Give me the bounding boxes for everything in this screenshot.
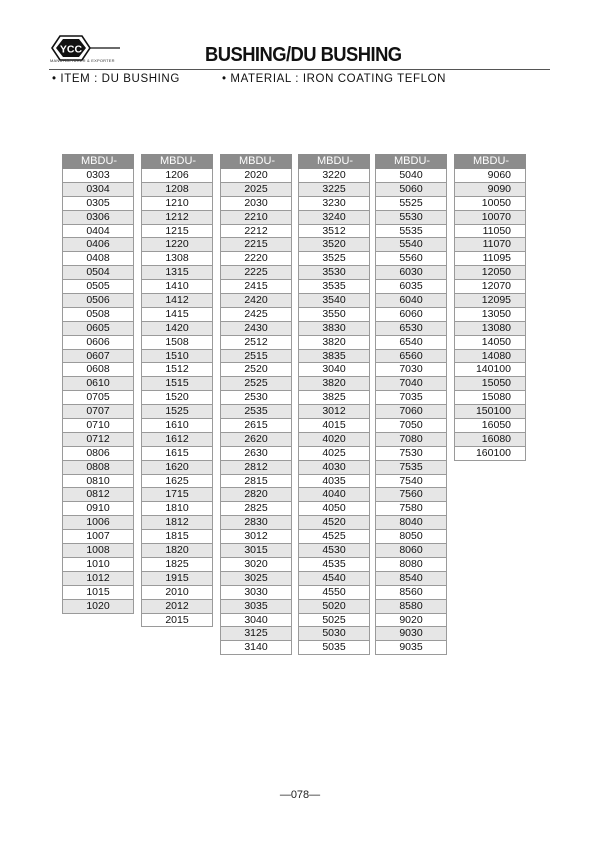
table-cell: 9035 bbox=[375, 641, 447, 655]
table-cell: 2825 bbox=[220, 502, 292, 516]
table-cell: 16080 bbox=[454, 433, 526, 447]
item-label: • ITEM : DU BUSHING bbox=[52, 73, 180, 85]
table-cell: 3012 bbox=[220, 530, 292, 544]
table-cell: 7540 bbox=[375, 475, 447, 489]
table-cell: 5525 bbox=[375, 197, 447, 211]
table-cell: 0607 bbox=[62, 350, 134, 364]
table-cell: 4015 bbox=[298, 419, 370, 433]
table-cell: 6530 bbox=[375, 322, 447, 336]
table-cell: 3820 bbox=[298, 336, 370, 350]
table-cell: 3520 bbox=[298, 238, 370, 252]
table-cell: 4530 bbox=[298, 544, 370, 558]
table-cell: 0712 bbox=[62, 433, 134, 447]
table-cell: 0707 bbox=[62, 405, 134, 419]
table-cell: 9030 bbox=[375, 627, 447, 641]
table-cell: 4050 bbox=[298, 502, 370, 516]
table-cell: 0306 bbox=[62, 211, 134, 225]
table-cell: 2212 bbox=[220, 225, 292, 239]
table-cell: 13050 bbox=[454, 308, 526, 322]
table-cell: 2020 bbox=[220, 169, 292, 183]
table-cell: 3040 bbox=[298, 363, 370, 377]
table-cell: 1625 bbox=[141, 475, 213, 489]
table-cell: 2812 bbox=[220, 461, 292, 475]
table-cell: 0303 bbox=[62, 169, 134, 183]
table-cell: 0705 bbox=[62, 391, 134, 405]
table-cell: 7560 bbox=[375, 488, 447, 502]
table-cell: 5025 bbox=[298, 614, 370, 628]
column-header: MBDU- bbox=[62, 154, 134, 169]
table-cell: 1410 bbox=[141, 280, 213, 294]
table-cell: 2815 bbox=[220, 475, 292, 489]
table-cell: 0606 bbox=[62, 336, 134, 350]
table-cell: 2012 bbox=[141, 600, 213, 614]
column-header: MBDU- bbox=[141, 154, 213, 169]
table-cell: 10050 bbox=[454, 197, 526, 211]
table-cell: 0504 bbox=[62, 266, 134, 280]
table-cell: 1812 bbox=[141, 516, 213, 530]
table-cell: 0304 bbox=[62, 183, 134, 197]
table-cell: 1220 bbox=[141, 238, 213, 252]
table-cell: 4020 bbox=[298, 433, 370, 447]
table-cell: 3140 bbox=[220, 641, 292, 655]
page-title: BUSHING/DU BUSHING bbox=[205, 44, 402, 66]
table-cell: 2515 bbox=[220, 350, 292, 364]
table-cell: 4025 bbox=[298, 447, 370, 461]
table-cell: 0505 bbox=[62, 280, 134, 294]
table-cell: 2415 bbox=[220, 280, 292, 294]
table-cell: 8060 bbox=[375, 544, 447, 558]
table-cell: 1412 bbox=[141, 294, 213, 308]
table-cell: 1208 bbox=[141, 183, 213, 197]
table-column-2 bbox=[141, 154, 213, 627]
table-cell: 3512 bbox=[298, 225, 370, 239]
table-cell: 10070 bbox=[454, 211, 526, 225]
table-cell: 140100 bbox=[454, 363, 526, 377]
table-cell: 5540 bbox=[375, 238, 447, 252]
table-cell: 2830 bbox=[220, 516, 292, 530]
table-cell: 4550 bbox=[298, 586, 370, 600]
table-cell: 2025 bbox=[220, 183, 292, 197]
table-cell: 2215 bbox=[220, 238, 292, 252]
table-cell: 3830 bbox=[298, 322, 370, 336]
page-number: —078— bbox=[279, 789, 321, 801]
table-cell: 12050 bbox=[454, 266, 526, 280]
table-cell: 4035 bbox=[298, 475, 370, 489]
table-cell: 1212 bbox=[141, 211, 213, 225]
table-cell: 2225 bbox=[220, 266, 292, 280]
table-cell: 8050 bbox=[375, 530, 447, 544]
table-cell: 1620 bbox=[141, 461, 213, 475]
table-cell: 6560 bbox=[375, 350, 447, 364]
table-cell: 14080 bbox=[454, 350, 526, 364]
table-cell: 1206 bbox=[141, 169, 213, 183]
table-cell: 0408 bbox=[62, 252, 134, 266]
table-cell: 7040 bbox=[375, 377, 447, 391]
table-cell: 1825 bbox=[141, 558, 213, 572]
column-header: MBDU- bbox=[220, 154, 292, 169]
table-cell: 13080 bbox=[454, 322, 526, 336]
table-cell: 2820 bbox=[220, 488, 292, 502]
table-cell: 3125 bbox=[220, 627, 292, 641]
table-cell: 3540 bbox=[298, 294, 370, 308]
table-cell: 160100 bbox=[454, 447, 526, 461]
table-cell: 1512 bbox=[141, 363, 213, 377]
table-cell: 0605 bbox=[62, 322, 134, 336]
table-cell: 2430 bbox=[220, 322, 292, 336]
table-cell: 1612 bbox=[141, 433, 213, 447]
table-cell: 1820 bbox=[141, 544, 213, 558]
table-cell: 3220 bbox=[298, 169, 370, 183]
table-cell: 0910 bbox=[62, 502, 134, 516]
table-cell: 1008 bbox=[62, 544, 134, 558]
table-cell: 11095 bbox=[454, 252, 526, 266]
table-cell: 7530 bbox=[375, 447, 447, 461]
table-cell: 15050 bbox=[454, 377, 526, 391]
table-cell: 3015 bbox=[220, 544, 292, 558]
column-header: MBDU- bbox=[375, 154, 447, 169]
table-cell: 0808 bbox=[62, 461, 134, 475]
table-cell: 1815 bbox=[141, 530, 213, 544]
table-cell: 2630 bbox=[220, 447, 292, 461]
table-cell: 8540 bbox=[375, 572, 447, 586]
table-cell: 4535 bbox=[298, 558, 370, 572]
table-cell: 15080 bbox=[454, 391, 526, 405]
table-cell: 5560 bbox=[375, 252, 447, 266]
table-cell: 2530 bbox=[220, 391, 292, 405]
header-divider bbox=[49, 69, 550, 70]
table-cell: 0608 bbox=[62, 363, 134, 377]
table-cell: 2615 bbox=[220, 419, 292, 433]
table-cell: 9020 bbox=[375, 614, 447, 628]
table-cell: 3225 bbox=[298, 183, 370, 197]
logo-subtitle: MANUFACTURER & EXPORTER bbox=[50, 58, 115, 63]
table-cell: 4030 bbox=[298, 461, 370, 475]
table-cell: 0506 bbox=[62, 294, 134, 308]
svg-text:YCC: YCC bbox=[59, 43, 83, 56]
table-cell: 6060 bbox=[375, 308, 447, 322]
table-cell: 3230 bbox=[298, 197, 370, 211]
table-cell: 3825 bbox=[298, 391, 370, 405]
table-cell: 1810 bbox=[141, 502, 213, 516]
table-cell: 3820 bbox=[298, 377, 370, 391]
table-cell: 1006 bbox=[62, 516, 134, 530]
table-cell: 3525 bbox=[298, 252, 370, 266]
table-cell: 5530 bbox=[375, 211, 447, 225]
table-cell: 1010 bbox=[62, 558, 134, 572]
table-cell: 0710 bbox=[62, 419, 134, 433]
table-cell: 3550 bbox=[298, 308, 370, 322]
table-cell: 0406 bbox=[62, 238, 134, 252]
table-cell: 8560 bbox=[375, 586, 447, 600]
table-cell: 3240 bbox=[298, 211, 370, 225]
table-cell: 3030 bbox=[220, 586, 292, 600]
table-cell: 1515 bbox=[141, 377, 213, 391]
table-cell: 16050 bbox=[454, 419, 526, 433]
table-cell: 1615 bbox=[141, 447, 213, 461]
table-cell: 5030 bbox=[298, 627, 370, 641]
table-column-3 bbox=[220, 154, 292, 655]
table-cell: 4540 bbox=[298, 572, 370, 586]
table-cell: 2015 bbox=[141, 614, 213, 628]
table-cell: 0508 bbox=[62, 308, 134, 322]
table-cell: 1012 bbox=[62, 572, 134, 586]
table-cell: 7080 bbox=[375, 433, 447, 447]
table-cell: 3020 bbox=[220, 558, 292, 572]
material-label: • MATERIAL : IRON COATING TEFLON bbox=[222, 73, 447, 85]
table-cell: 1520 bbox=[141, 391, 213, 405]
table-cell: 3025 bbox=[220, 572, 292, 586]
table-cell: 3035 bbox=[220, 600, 292, 614]
table-cell: 5020 bbox=[298, 600, 370, 614]
table-cell: 3040 bbox=[220, 614, 292, 628]
table-cell: 6040 bbox=[375, 294, 447, 308]
table-cell: 2210 bbox=[220, 211, 292, 225]
table-cell: 5060 bbox=[375, 183, 447, 197]
table-column-6 bbox=[454, 154, 526, 461]
table-cell: 5035 bbox=[298, 641, 370, 655]
table-cell: 4525 bbox=[298, 530, 370, 544]
table-cell: 1525 bbox=[141, 405, 213, 419]
table-cell: 2525 bbox=[220, 377, 292, 391]
table-cell: 1420 bbox=[141, 322, 213, 336]
table-cell: 0806 bbox=[62, 447, 134, 461]
table-column-4 bbox=[298, 154, 370, 655]
table-cell: 1510 bbox=[141, 350, 213, 364]
table-cell: 9060 bbox=[454, 169, 526, 183]
table-cell: 1715 bbox=[141, 488, 213, 502]
table-cell: 6030 bbox=[375, 266, 447, 280]
table-cell: 7050 bbox=[375, 419, 447, 433]
table-cell: 1215 bbox=[141, 225, 213, 239]
table-cell: 0610 bbox=[62, 377, 134, 391]
table-cell: 7060 bbox=[375, 405, 447, 419]
table-cell: 14050 bbox=[454, 336, 526, 350]
table-cell: 1508 bbox=[141, 336, 213, 350]
table-cell: 0810 bbox=[62, 475, 134, 489]
table-cell: 3835 bbox=[298, 350, 370, 364]
table-cell: 2420 bbox=[220, 294, 292, 308]
table-column-1 bbox=[62, 154, 134, 614]
table-cell: 2010 bbox=[141, 586, 213, 600]
table-cell: 2620 bbox=[220, 433, 292, 447]
column-header: MBDU- bbox=[298, 154, 370, 169]
table-cell: 2520 bbox=[220, 363, 292, 377]
table-cell: 1015 bbox=[62, 586, 134, 600]
table-cell: 8580 bbox=[375, 600, 447, 614]
table-cell: 1315 bbox=[141, 266, 213, 280]
table-cell: 1308 bbox=[141, 252, 213, 266]
table-cell: 2425 bbox=[220, 308, 292, 322]
table-cell: 4520 bbox=[298, 516, 370, 530]
table-cell: 6035 bbox=[375, 280, 447, 294]
table-cell: 11050 bbox=[454, 225, 526, 239]
table-cell: 0812 bbox=[62, 488, 134, 502]
table-cell: 12095 bbox=[454, 294, 526, 308]
table-cell: 7580 bbox=[375, 502, 447, 516]
table-cell: 0404 bbox=[62, 225, 134, 239]
table-cell: 7535 bbox=[375, 461, 447, 475]
table-cell: 1915 bbox=[141, 572, 213, 586]
table-cell: 4040 bbox=[298, 488, 370, 502]
table-column-5 bbox=[375, 154, 447, 655]
table-cell: 2535 bbox=[220, 405, 292, 419]
table-cell: 7035 bbox=[375, 391, 447, 405]
table-cell: 2220 bbox=[220, 252, 292, 266]
table-cell: 3535 bbox=[298, 280, 370, 294]
table-cell: 3530 bbox=[298, 266, 370, 280]
table-cell: 12070 bbox=[454, 280, 526, 294]
table-cell: 6540 bbox=[375, 336, 447, 350]
table-cell: 1415 bbox=[141, 308, 213, 322]
table-cell: 1007 bbox=[62, 530, 134, 544]
table-cell: 2030 bbox=[220, 197, 292, 211]
table-cell: 1610 bbox=[141, 419, 213, 433]
table-cell: 0305 bbox=[62, 197, 134, 211]
company-logo bbox=[50, 35, 120, 69]
table-cell: 8040 bbox=[375, 516, 447, 530]
table-cell: 3012 bbox=[298, 405, 370, 419]
table-cell: 1020 bbox=[62, 600, 134, 614]
table-cell: 2512 bbox=[220, 336, 292, 350]
table-cell: 8080 bbox=[375, 558, 447, 572]
table-cell: 5040 bbox=[375, 169, 447, 183]
column-header: MBDU- bbox=[454, 154, 526, 169]
table-cell: 5535 bbox=[375, 225, 447, 239]
table-cell: 9090 bbox=[454, 183, 526, 197]
table-cell: 150100 bbox=[454, 405, 526, 419]
table-cell: 11070 bbox=[454, 238, 526, 252]
table-cell: 1210 bbox=[141, 197, 213, 211]
table-cell: 7030 bbox=[375, 363, 447, 377]
